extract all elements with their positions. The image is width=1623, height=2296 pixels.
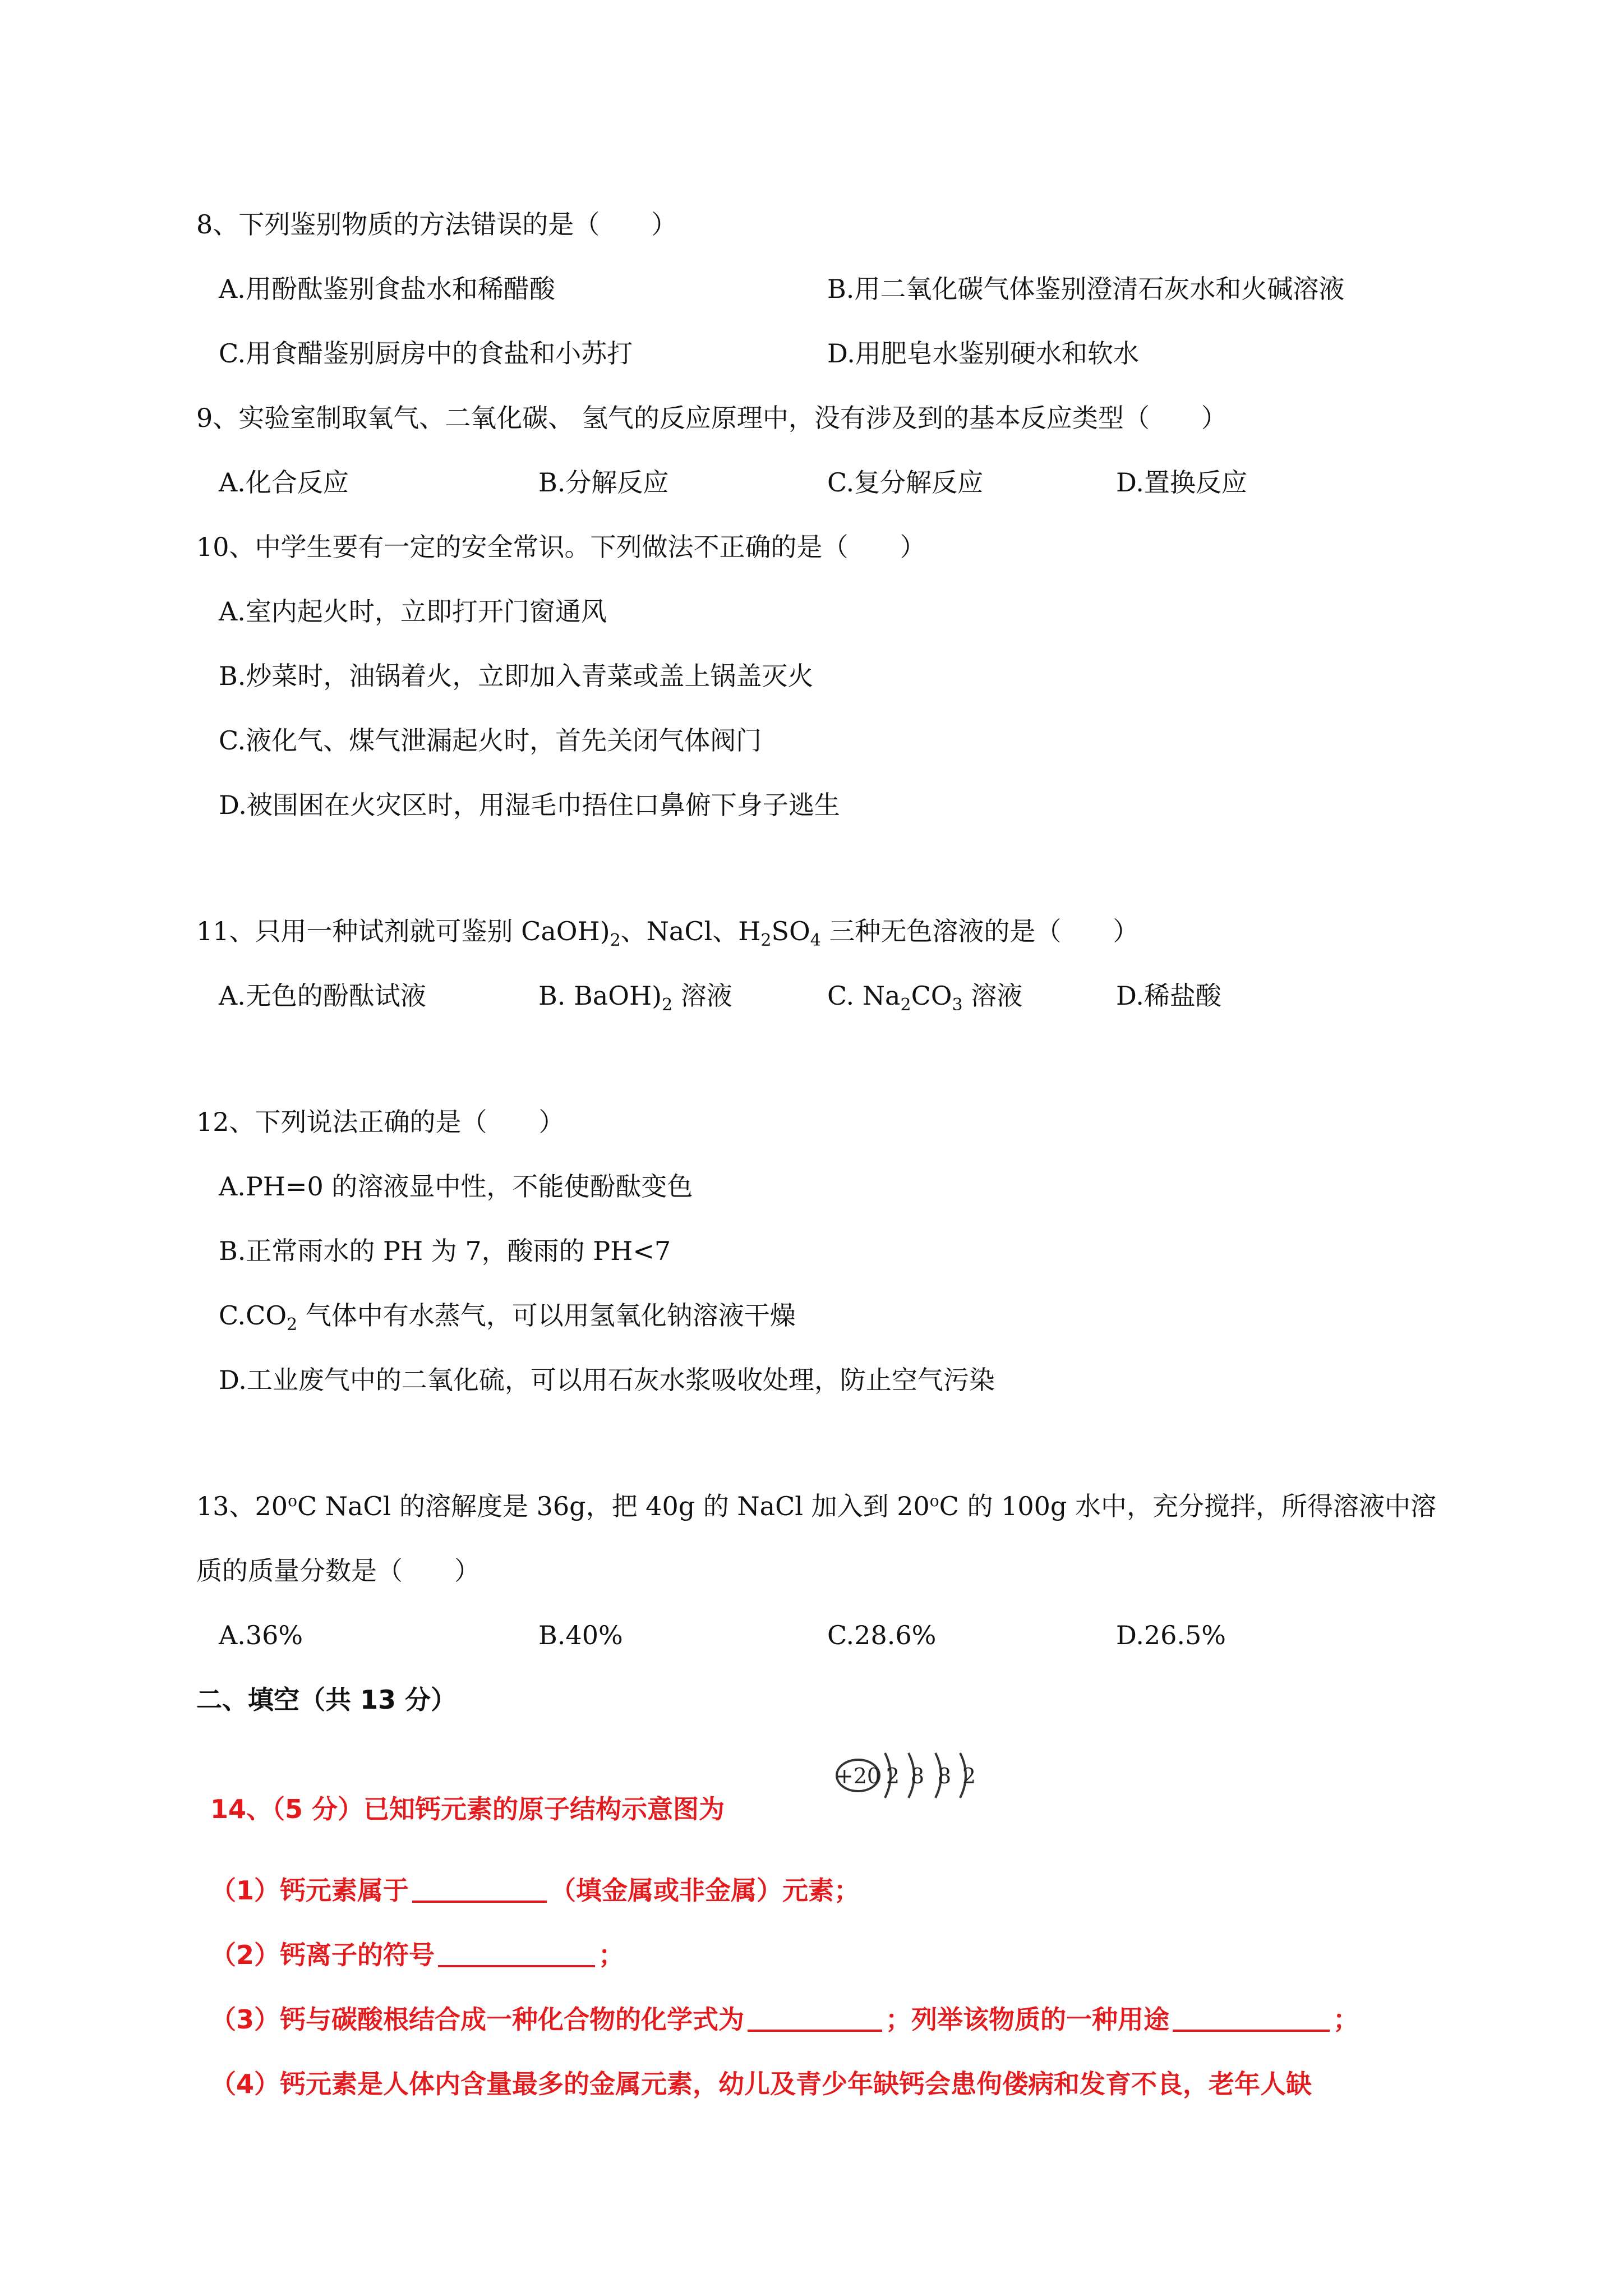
q12-option-b: B.正常雨水的 PH 为 7，酸雨的 PH<7 bbox=[219, 1236, 671, 1266]
q11-option-b: B. $BaOH)_2$ 溶液 bbox=[538, 981, 732, 1015]
q14-part1-blank[interactable] bbox=[412, 1876, 547, 1903]
q14-part3-blank-use[interactable] bbox=[1173, 2005, 1330, 2032]
q9-option-d: D.置换反应 bbox=[1116, 467, 1247, 498]
q13-option-a: A.36% bbox=[219, 1620, 303, 1650]
section-heading: 二、填空（共 13 分） bbox=[196, 1685, 457, 1715]
q14-stem: 14、（5 分）已知钙元素的原子结构示意图为 bbox=[210, 1794, 725, 1824]
q8-option-d: D.用肥皂水鉴别硬水和软水 bbox=[827, 338, 1139, 369]
q12-option-c: $C.CO_2$ 气体中有水蒸气，可以用氢氧化钠溶液干燥 bbox=[219, 1300, 796, 1335]
q9-stem: 9、实验室制取氧气、二氧化碳、 氢气的反应原理中，没有涉及到的基本反应类型（ ） bbox=[196, 403, 1227, 433]
q10-option-c: C.液化气、煤气泄漏起火时，首先关闭气体阀门 bbox=[219, 725, 762, 756]
q14-part3: （3）钙与碳酸根结合成一种化合物的化学式为 ；列举该物质的一种用途 ； bbox=[210, 2004, 1359, 2035]
shell-2-count: 8 bbox=[910, 1764, 925, 1788]
shell-4-count: 2 bbox=[962, 1764, 976, 1788]
q12-option-a: A.PH=0 的溶液显中性，不能使酚酞变色 bbox=[219, 1171, 693, 1202]
q11-option-a: A.无色的酚酞试液 bbox=[219, 981, 426, 1011]
q14-part2: （2）钙离子的符号 ； bbox=[210, 1940, 625, 1970]
q14-part1: （1）钙元素属于 （填金属或非金属）元素； bbox=[210, 1875, 860, 1906]
q14-part2-blank[interactable] bbox=[438, 1940, 595, 1967]
q8-option-a: A.用酚酞鉴别食盐水和稀醋酸 bbox=[219, 274, 555, 304]
q9-option-b: B.分解反应 bbox=[538, 467, 669, 498]
q10-option-d: D.被围困在火灾区时，用湿毛巾捂住口鼻俯下身子逃生 bbox=[219, 790, 840, 820]
q14-part4: （4）钙元素是人体内含量最多的金属元素，幼儿及青少年缺钙会患佝偻病和发育不良，老年人缺 bbox=[210, 2069, 1312, 2099]
shell-1-count: 2 bbox=[886, 1764, 900, 1788]
q13-option-c: C.28.6% bbox=[827, 1620, 937, 1650]
nucleus-charge: +20 bbox=[835, 1764, 881, 1788]
q9-option-a: A.化合反应 bbox=[219, 467, 349, 498]
q13-stem-line2: 质的质量分数是（ ） bbox=[196, 1556, 480, 1586]
shell-3-count: 8 bbox=[937, 1764, 952, 1788]
q11-option-d: D.稀盐酸 bbox=[1116, 981, 1221, 1011]
q10-option-a: A.室内起火时，立即打开门窗通风 bbox=[219, 596, 607, 627]
q11-option-c: C. $Na_2CO_3$ 溶液 bbox=[827, 981, 1023, 1015]
q13-option-d: D.26.5% bbox=[1116, 1620, 1226, 1650]
q12-option-d: D.工业废气中的二氧化硫，可以用石灰水浆吸收处理，防止空气污染 bbox=[219, 1365, 995, 1395]
q8-stem: 8、下列鉴别物质的方法错误的是（ ） bbox=[196, 209, 677, 240]
q11-stem: 11、只用一种试剂就可鉴别 $CaOH)_2$、NaCl、$H_2SO_4$ 三种无色溶液的是（ ） bbox=[196, 916, 1139, 950]
q13-option-b: B.40% bbox=[538, 1620, 623, 1650]
q13-stem-line1: 13、20$^o$C NaCl 的溶解度是 36g，把 40g 的 NaCl 加入到 20$^o$C 的 100g 水中，充分搅拌，所得溶液中溶 bbox=[196, 1491, 1436, 1521]
q8-option-c: C.用食醋鉴别厨房中的食盐和小苏打 bbox=[219, 338, 633, 369]
q10-stem: 10、中学生要有一定的安全常识。下列做法不正确的是（ ） bbox=[196, 532, 926, 562]
q12-stem: 12、下列说法正确的是（ ） bbox=[196, 1107, 565, 1137]
calcium-atom-diagram bbox=[830, 1731, 987, 1815]
q8-option-b: B.用二氧化碳气体鉴别澄清石灰水和火碱溶液 bbox=[827, 274, 1345, 304]
q9-option-c: C.复分解反应 bbox=[827, 467, 984, 498]
q10-option-b: B.炒菜时，油锅着火，立即加入青菜或盖上锅盖灭火 bbox=[219, 661, 814, 691]
q14-part3-blank-formula[interactable] bbox=[748, 2005, 882, 2032]
